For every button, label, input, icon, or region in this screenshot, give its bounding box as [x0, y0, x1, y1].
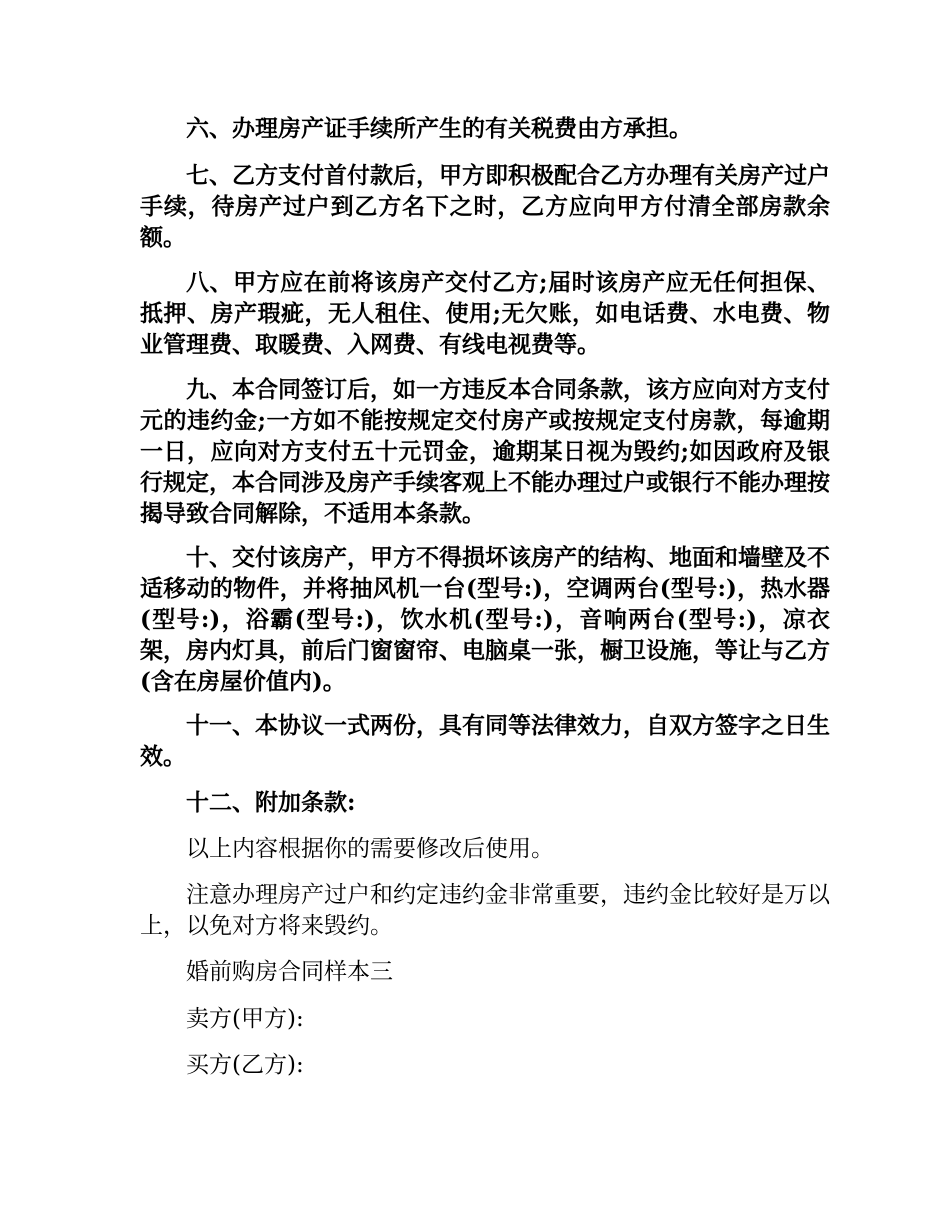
penalty-note: 注意办理房产过户和约定违约金非常重要，违约金比较好是万以上，以免对方将来毁约。 [140, 882, 830, 939]
clause-8: 八、甲方应在前将该房产交付乙方;届时该房产应无任何担保、抵押、房产瑕疵，无人租住、使用;无欠账，如电话费、水电费、物业管理费、取暖费、入网费、有线电视费等。 [140, 269, 830, 358]
sample-title: 婚前购房合同样本三 [186, 959, 393, 985]
clause-11: 十一、本协议一式两份，具有同等法律效力，自双方签字之日生效。 [140, 712, 830, 770]
clause-9: 九、本合同签订后，如一方违反本合同条款，该方应向对方支付元的违约金;一方如不能按规定交付房产或按规定支付房款，每逾期一日，应向对方支付五十元罚金，逾期某日视为毁约;如因政府及银行规定，本合同涉及房产手续客观上不能办理过户或银行不能办理按揭导致合同解除，不适用本条款。 [140, 376, 830, 527]
clause-12: 十二、附加条款: [186, 789, 356, 816]
usage-note: 以上内容根据你的需要修改后使用。 [186, 836, 554, 862]
clause-7: 七、乙方支付首付款后，甲方即积极配合乙方办理有关房产过户手续，待房产过户到乙方名下之时，乙方应向甲方付清全部房款余额。 [140, 162, 830, 251]
buyer-label: 买方(乙方): [186, 1052, 304, 1078]
clause-6: 六、办理房产证手续所产生的有关税费由方承担。 [186, 115, 692, 142]
seller-label: 卖方(甲方): [186, 1006, 304, 1032]
clause-10: 十、交付该房产，甲方不得损坏该房产的结构、地面和墙壁及不适移动的物件，并将抽风机一台(型号:)，空调两台(型号:)，热水器(型号:)，浴霸(型号:)，饮水机(型号:)，音响两台(型号:)，凉衣架，房内灯具，前后门窗窗帘、电脑桌一张，橱卫设施，等让与乙方(含在房屋价值内)。 [140, 544, 830, 695]
